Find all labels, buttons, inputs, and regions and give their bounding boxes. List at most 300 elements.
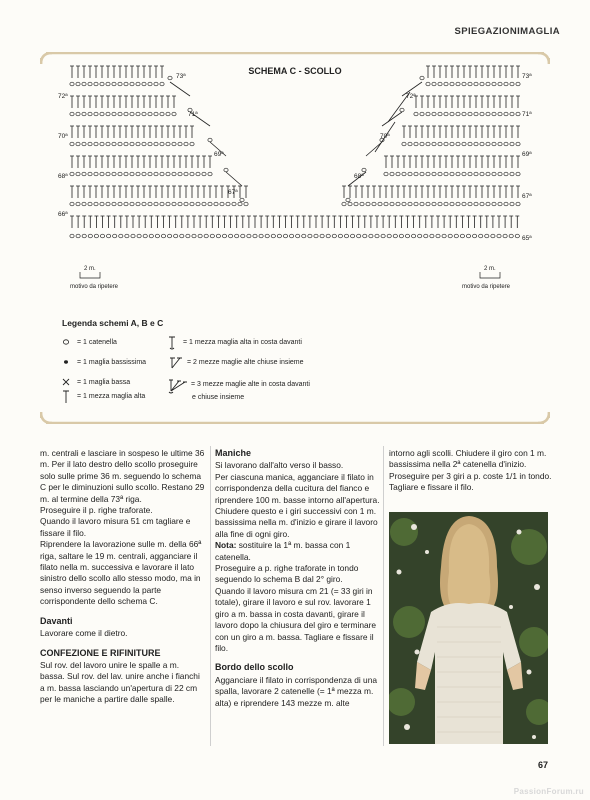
stitch-mark [271, 216, 275, 228]
stitch-mark [142, 96, 146, 108]
stitch-mark [438, 156, 442, 168]
stitch-mark [130, 156, 134, 168]
chain-mark [486, 172, 490, 176]
chain-mark [473, 234, 477, 238]
model-photo [389, 512, 548, 744]
chain-mark [444, 82, 448, 86]
chain-mark [444, 172, 448, 176]
chain-mark [94, 172, 98, 176]
stitch-mark [480, 66, 484, 78]
stitch-mark [504, 66, 508, 78]
stitch-mark [229, 216, 233, 228]
stitch-mark [118, 156, 122, 168]
chain-mark [492, 142, 496, 146]
stitch-mark [414, 156, 418, 168]
paragraph: Lavorare come il dietro. [40, 628, 128, 639]
stitch-mark [124, 156, 128, 168]
repeat-bracket-left [80, 272, 100, 278]
stitch-mark [492, 126, 496, 138]
stitch-mark [486, 66, 490, 78]
stitch-mark [172, 156, 176, 168]
chain-mark [100, 142, 104, 146]
stitch-mark [492, 96, 496, 108]
chain-mark [420, 202, 424, 206]
chain-mark [504, 112, 508, 116]
stitch-mark [76, 126, 80, 138]
page-number: 67 [537, 760, 548, 770]
chain-mark [432, 82, 436, 86]
stitch-mark [418, 216, 422, 228]
stitch-mark [381, 216, 385, 228]
legend-hdc-front-post-label: = 1 mezza maglia alta in costa davanti [183, 338, 302, 346]
stitch-mark [76, 186, 80, 198]
stitch-mark [360, 186, 364, 198]
section-heading-davanti: Davanti [40, 615, 73, 626]
chain-mark [438, 172, 442, 176]
stitch-mark [208, 186, 212, 198]
chain-mark [438, 112, 442, 116]
chain-mark [154, 142, 158, 146]
stitch-mark [510, 126, 514, 138]
stitch-mark [462, 96, 466, 108]
stitch-mark [136, 126, 140, 138]
legend-single-crochet [62, 376, 130, 388]
stitch-mark [444, 66, 448, 78]
chain-mark [118, 202, 122, 206]
chain-mark [148, 172, 152, 176]
chain-mark [172, 172, 176, 176]
chain-mark [384, 172, 388, 176]
stitch-mark [70, 66, 74, 78]
chain-mark [516, 202, 520, 206]
stitch-mark [516, 186, 520, 198]
chain-mark [474, 112, 478, 116]
legend-chain-label: = 1 catenella [77, 338, 117, 346]
chain-mark [82, 172, 86, 176]
stitch-mark [444, 126, 448, 138]
column-divider [210, 446, 211, 746]
stitch-mark [430, 216, 434, 228]
stitch-mark [436, 216, 440, 228]
chain-mark [100, 82, 104, 86]
chain-mark [420, 172, 424, 176]
stitch-mark [384, 156, 388, 168]
paragraph: Riprendere la lavorazione sulle m. della 66ª riga, saltare le 19 m. centrali, agganciare il filato nella m. successiva e lavorare il lato sinistro dello scollo allo stesso modo, ma in senso inverso seguendo la parte corrispondente dello schema C. [40, 539, 202, 607]
chain-mark [320, 234, 324, 238]
chain-mark [100, 202, 104, 206]
stitch-mark [210, 216, 214, 228]
chain-mark [366, 202, 370, 206]
chain-mark [486, 142, 490, 146]
legend-slip-stitch-label: = 1 maglia bassissima [77, 358, 147, 366]
chain-mark [130, 202, 134, 206]
stitch-mark [178, 156, 182, 168]
legend-half-double-label: = 1 mezza maglia alta [77, 392, 146, 400]
chain-mark [130, 112, 134, 116]
stitch-mark [130, 126, 134, 138]
model-photo-illustration [389, 512, 548, 744]
stitch-mark [154, 66, 158, 78]
stitch-mark [178, 126, 182, 138]
chain-mark [466, 234, 470, 238]
stitch-mark [148, 96, 152, 108]
row-label: 72ª [406, 93, 416, 100]
chain-mark [259, 234, 263, 238]
chain-mark [70, 234, 74, 238]
stitch-mark [406, 216, 410, 228]
stitch-mark [390, 186, 394, 198]
chain-mark [220, 202, 224, 206]
chain-mark [198, 234, 202, 238]
column-divider [383, 446, 384, 746]
chain-mark [208, 138, 212, 142]
row-label: 71ª [188, 111, 198, 118]
chain-mark [351, 234, 355, 238]
stitch-mark [426, 126, 430, 138]
chain-mark [154, 82, 158, 86]
chain-mark [112, 112, 116, 116]
chain-mark [118, 112, 122, 116]
chain-mark [354, 202, 358, 206]
paragraph: Per ciascuna manica, agganciare il filato in corrispondenza della cucitura del fianco e riprendere 100 m. basse intorno all'apertura. Chiudere questo e i giri successivi con 1 m. bassissima nella m. d'inizio e girare il lavoro alla fine di ogni giro. [215, 471, 380, 539]
legend-hdc2tog [168, 356, 304, 368]
chain-mark [474, 142, 478, 146]
stitch-mark [308, 216, 312, 228]
note-label: Nota: [215, 540, 237, 551]
chain-mark [190, 202, 194, 206]
chain-mark [100, 112, 104, 116]
stitch-mark [442, 216, 446, 228]
chain-mark [491, 234, 495, 238]
chain-mark [504, 202, 508, 206]
legend-hdc3tog-cont [192, 394, 244, 401]
stitch-mark [426, 66, 430, 78]
stitch-mark [160, 66, 164, 78]
chain-mark [454, 234, 458, 238]
chain-mark [492, 112, 496, 116]
chain-mark [480, 202, 484, 206]
legend-chain [62, 336, 117, 348]
chain-mark [468, 202, 472, 206]
chain-mark [76, 142, 80, 146]
row-label: 68ª [58, 173, 68, 180]
chain-mark [172, 202, 176, 206]
chain-mark [94, 202, 98, 206]
chain-mark [402, 172, 406, 176]
section-heading-confezione: CONFEZIONE E RIFINITURE [40, 647, 161, 658]
chain-mark [265, 234, 269, 238]
legend [62, 318, 542, 408]
section-heading-maniche: Maniche [215, 448, 252, 458]
chain-mark [510, 142, 514, 146]
stitch-mark [402, 126, 406, 138]
chain-mark [224, 168, 228, 172]
stitch-mark [100, 156, 104, 168]
stitch-mark [94, 216, 98, 228]
row-label: 69ª [522, 151, 532, 158]
chain-mark [290, 234, 294, 238]
chain-mark [118, 142, 122, 146]
row-label: 69ª [214, 151, 224, 158]
stitch-mark [162, 216, 166, 228]
stitch-mark [486, 186, 490, 198]
chain-mark [112, 172, 116, 176]
stitch-mark [112, 66, 116, 78]
row-label: 68ª [354, 173, 364, 180]
stitch-mark [154, 126, 158, 138]
stitch-mark [241, 216, 245, 228]
stitch-mark [137, 216, 141, 228]
stitch-mark [106, 156, 110, 168]
stitch-mark [70, 186, 74, 198]
chain-mark [308, 234, 312, 238]
stitch-mark [216, 216, 220, 228]
stitch-mark [125, 216, 129, 228]
chain-mark [106, 172, 110, 176]
stitch-mark [515, 216, 519, 228]
stitch-mark [448, 216, 452, 228]
stitch-mark [184, 126, 188, 138]
repeat-width-label: 2 m. [484, 266, 496, 272]
stitch-mark [118, 186, 122, 198]
paragraph: Sul rov. del lavoro unire le spalle a m. bassa. Sul rov. del lav. unire anche i fianchi a m. bassa lasciando un'apertura di 22 cm per le maniche a partire dalle spalle. [40, 659, 200, 705]
paragraph: Si lavorano dall'alto verso il basso. [215, 460, 344, 471]
chain-mark [196, 172, 200, 176]
section-header [454, 26, 560, 37]
chain-mark [136, 82, 140, 86]
chain-mark [136, 142, 140, 146]
chain-mark [498, 142, 502, 146]
chain-mark [88, 142, 92, 146]
chain-mark [88, 202, 92, 206]
chain-mark [390, 172, 394, 176]
stitch-mark [456, 156, 460, 168]
chain-mark [302, 234, 306, 238]
stitch-mark [160, 186, 164, 198]
row-label: 66ª [58, 211, 68, 218]
stitch-mark [492, 66, 496, 78]
stitch-mark [468, 186, 472, 198]
stitch-mark [450, 96, 454, 108]
stitch-mark [136, 96, 140, 108]
section-header-a: SPIEGAZIONI [454, 26, 521, 37]
chain-mark [160, 202, 164, 206]
chain-mark [166, 142, 170, 146]
stitch-mark [456, 66, 460, 78]
chain-mark [462, 82, 466, 86]
stitch-mark [130, 96, 134, 108]
chain-mark [190, 142, 194, 146]
chain-mark [148, 142, 152, 146]
chain-mark [442, 234, 446, 238]
chain-mark [125, 234, 129, 238]
stitch-mark [516, 156, 520, 168]
text-column-1 [40, 448, 206, 706]
chain-mark [448, 234, 452, 238]
chain-mark [88, 112, 92, 116]
chain-mark [235, 234, 239, 238]
chain-mark [492, 172, 496, 176]
legend-title: Legenda schemi A, B e C [62, 318, 164, 328]
stitch-mark [396, 156, 400, 168]
chain-mark [296, 234, 300, 238]
chain-mark [408, 202, 412, 206]
chain-mark [396, 172, 400, 176]
stitch-mark [462, 126, 466, 138]
chain-mark [184, 172, 188, 176]
chain-mark [100, 172, 104, 176]
stitch-mark [438, 66, 442, 78]
chain-mark [450, 202, 454, 206]
stitch-mark [460, 216, 464, 228]
chain-mark [155, 234, 159, 238]
paragraph: Quando il lavoro misura cm 21 (= 33 giri in totale), girare il lavoro e sul rov. lavorare 1 giro a m. bassa in costa davanti, girare il lavoro dopo la chiusura del giro e terminare con un giro a m. bassa. Tagliare e fissare il filo. [215, 585, 377, 653]
chain-mark [432, 172, 436, 176]
note-text: sostituire la 1ª m. bassa con 1 catenella. [215, 540, 351, 562]
chain-mark [372, 202, 376, 206]
chain-mark [142, 82, 146, 86]
stitch-mark [509, 216, 513, 228]
chain-mark [186, 234, 190, 238]
stitch-mark [432, 186, 436, 198]
decrease-two-symbol-icon [168, 356, 184, 368]
stitch-mark [112, 96, 116, 108]
chain-mark [204, 234, 208, 238]
stitch-mark [474, 126, 478, 138]
stitch-mark [486, 156, 490, 168]
stitch-mark [372, 186, 376, 198]
stitch-mark [184, 156, 188, 168]
stitch-mark [82, 66, 86, 78]
chain-mark [426, 202, 430, 206]
stitch-mark [468, 96, 472, 108]
stitch-mark [357, 216, 361, 228]
chain-mark [190, 172, 194, 176]
chain-mark [456, 82, 460, 86]
chain-mark [424, 234, 428, 238]
stitch-mark [408, 156, 412, 168]
chain-mark [136, 202, 140, 206]
schema-title: SCHEMA C - SCOLLO [248, 66, 342, 76]
stitch-mark [235, 216, 239, 228]
stitch-mark [432, 126, 436, 138]
chain-mark [400, 108, 404, 112]
chain-mark [172, 112, 176, 116]
chain-mark [480, 112, 484, 116]
chain-mark [432, 202, 436, 206]
stitch-mark [247, 216, 251, 228]
stitch-mark [124, 126, 128, 138]
chain-mark [492, 82, 496, 86]
chain-mark [214, 202, 218, 206]
chain-mark [106, 202, 110, 206]
chain-mark [136, 172, 140, 176]
chain-mark [216, 234, 220, 238]
row-label: 73ª [176, 73, 186, 80]
stitch-mark [320, 216, 324, 228]
stitch-mark [454, 216, 458, 228]
chain-mark [468, 172, 472, 176]
stitch-mark [70, 126, 74, 138]
stitch-mark [408, 186, 412, 198]
stitch-mark [148, 186, 152, 198]
stitch-mark [467, 216, 471, 228]
stitch-mark [148, 156, 152, 168]
chain-mark [432, 112, 436, 116]
chain-mark [405, 234, 409, 238]
stitch-mark [166, 156, 170, 168]
stitch-mark [172, 96, 176, 108]
stitch-mark [106, 126, 110, 138]
chain-mark [244, 202, 248, 206]
chain-mark [107, 234, 111, 238]
section-heading-bordo: Bordo dello scollo [215, 662, 294, 673]
chain-mark [232, 202, 236, 206]
chain-mark [70, 112, 74, 116]
stitch-mark [332, 216, 336, 228]
stitch-mark [70, 216, 74, 228]
stitch-mark [94, 126, 98, 138]
chain-mark [238, 202, 242, 206]
chain-mark [338, 234, 342, 238]
text-column-3 [389, 448, 555, 494]
chain-mark [497, 234, 501, 238]
chain-mark [474, 82, 478, 86]
chain-mark [148, 112, 152, 116]
stitch-mark [438, 186, 442, 198]
row-label: 72ª [58, 93, 68, 100]
chain-mark [161, 234, 165, 238]
chain-mark [253, 234, 257, 238]
stitch-mark [498, 156, 502, 168]
stitch-mark [510, 186, 514, 198]
watermark: PassionForum.ru [513, 787, 584, 796]
chain-mark [504, 172, 508, 176]
stitch-mark [426, 96, 430, 108]
chain-mark [70, 172, 74, 176]
stitch-mark [456, 96, 460, 108]
chain-mark [390, 202, 394, 206]
stitch-mark [166, 126, 170, 138]
stitch-mark [82, 216, 86, 228]
chain-mark [137, 234, 141, 238]
chain-mark [342, 202, 346, 206]
chain-mark [510, 202, 514, 206]
row-label: 70ª [380, 133, 390, 140]
stitch-mark [402, 186, 406, 198]
row-label: 67ª [228, 189, 238, 196]
stitch-mark [107, 216, 111, 228]
chain-mark [378, 202, 382, 206]
chain-symbol-icon [62, 336, 74, 348]
chain-mark [456, 112, 460, 116]
chain-mark [184, 142, 188, 146]
chain-mark [362, 168, 366, 172]
chain-mark [381, 234, 385, 238]
chain-mark [468, 112, 472, 116]
chain-mark [396, 202, 400, 206]
stitch-mark [100, 186, 104, 198]
stitch-mark [498, 66, 502, 78]
stitch-mark [468, 126, 472, 138]
stitch-mark [88, 156, 92, 168]
chain-mark [450, 172, 454, 176]
stitch-mark [302, 216, 306, 228]
stitch-mark [345, 216, 349, 228]
stitch-mark [148, 66, 152, 78]
stitch-mark [166, 186, 170, 198]
stitch-mark [420, 96, 424, 108]
